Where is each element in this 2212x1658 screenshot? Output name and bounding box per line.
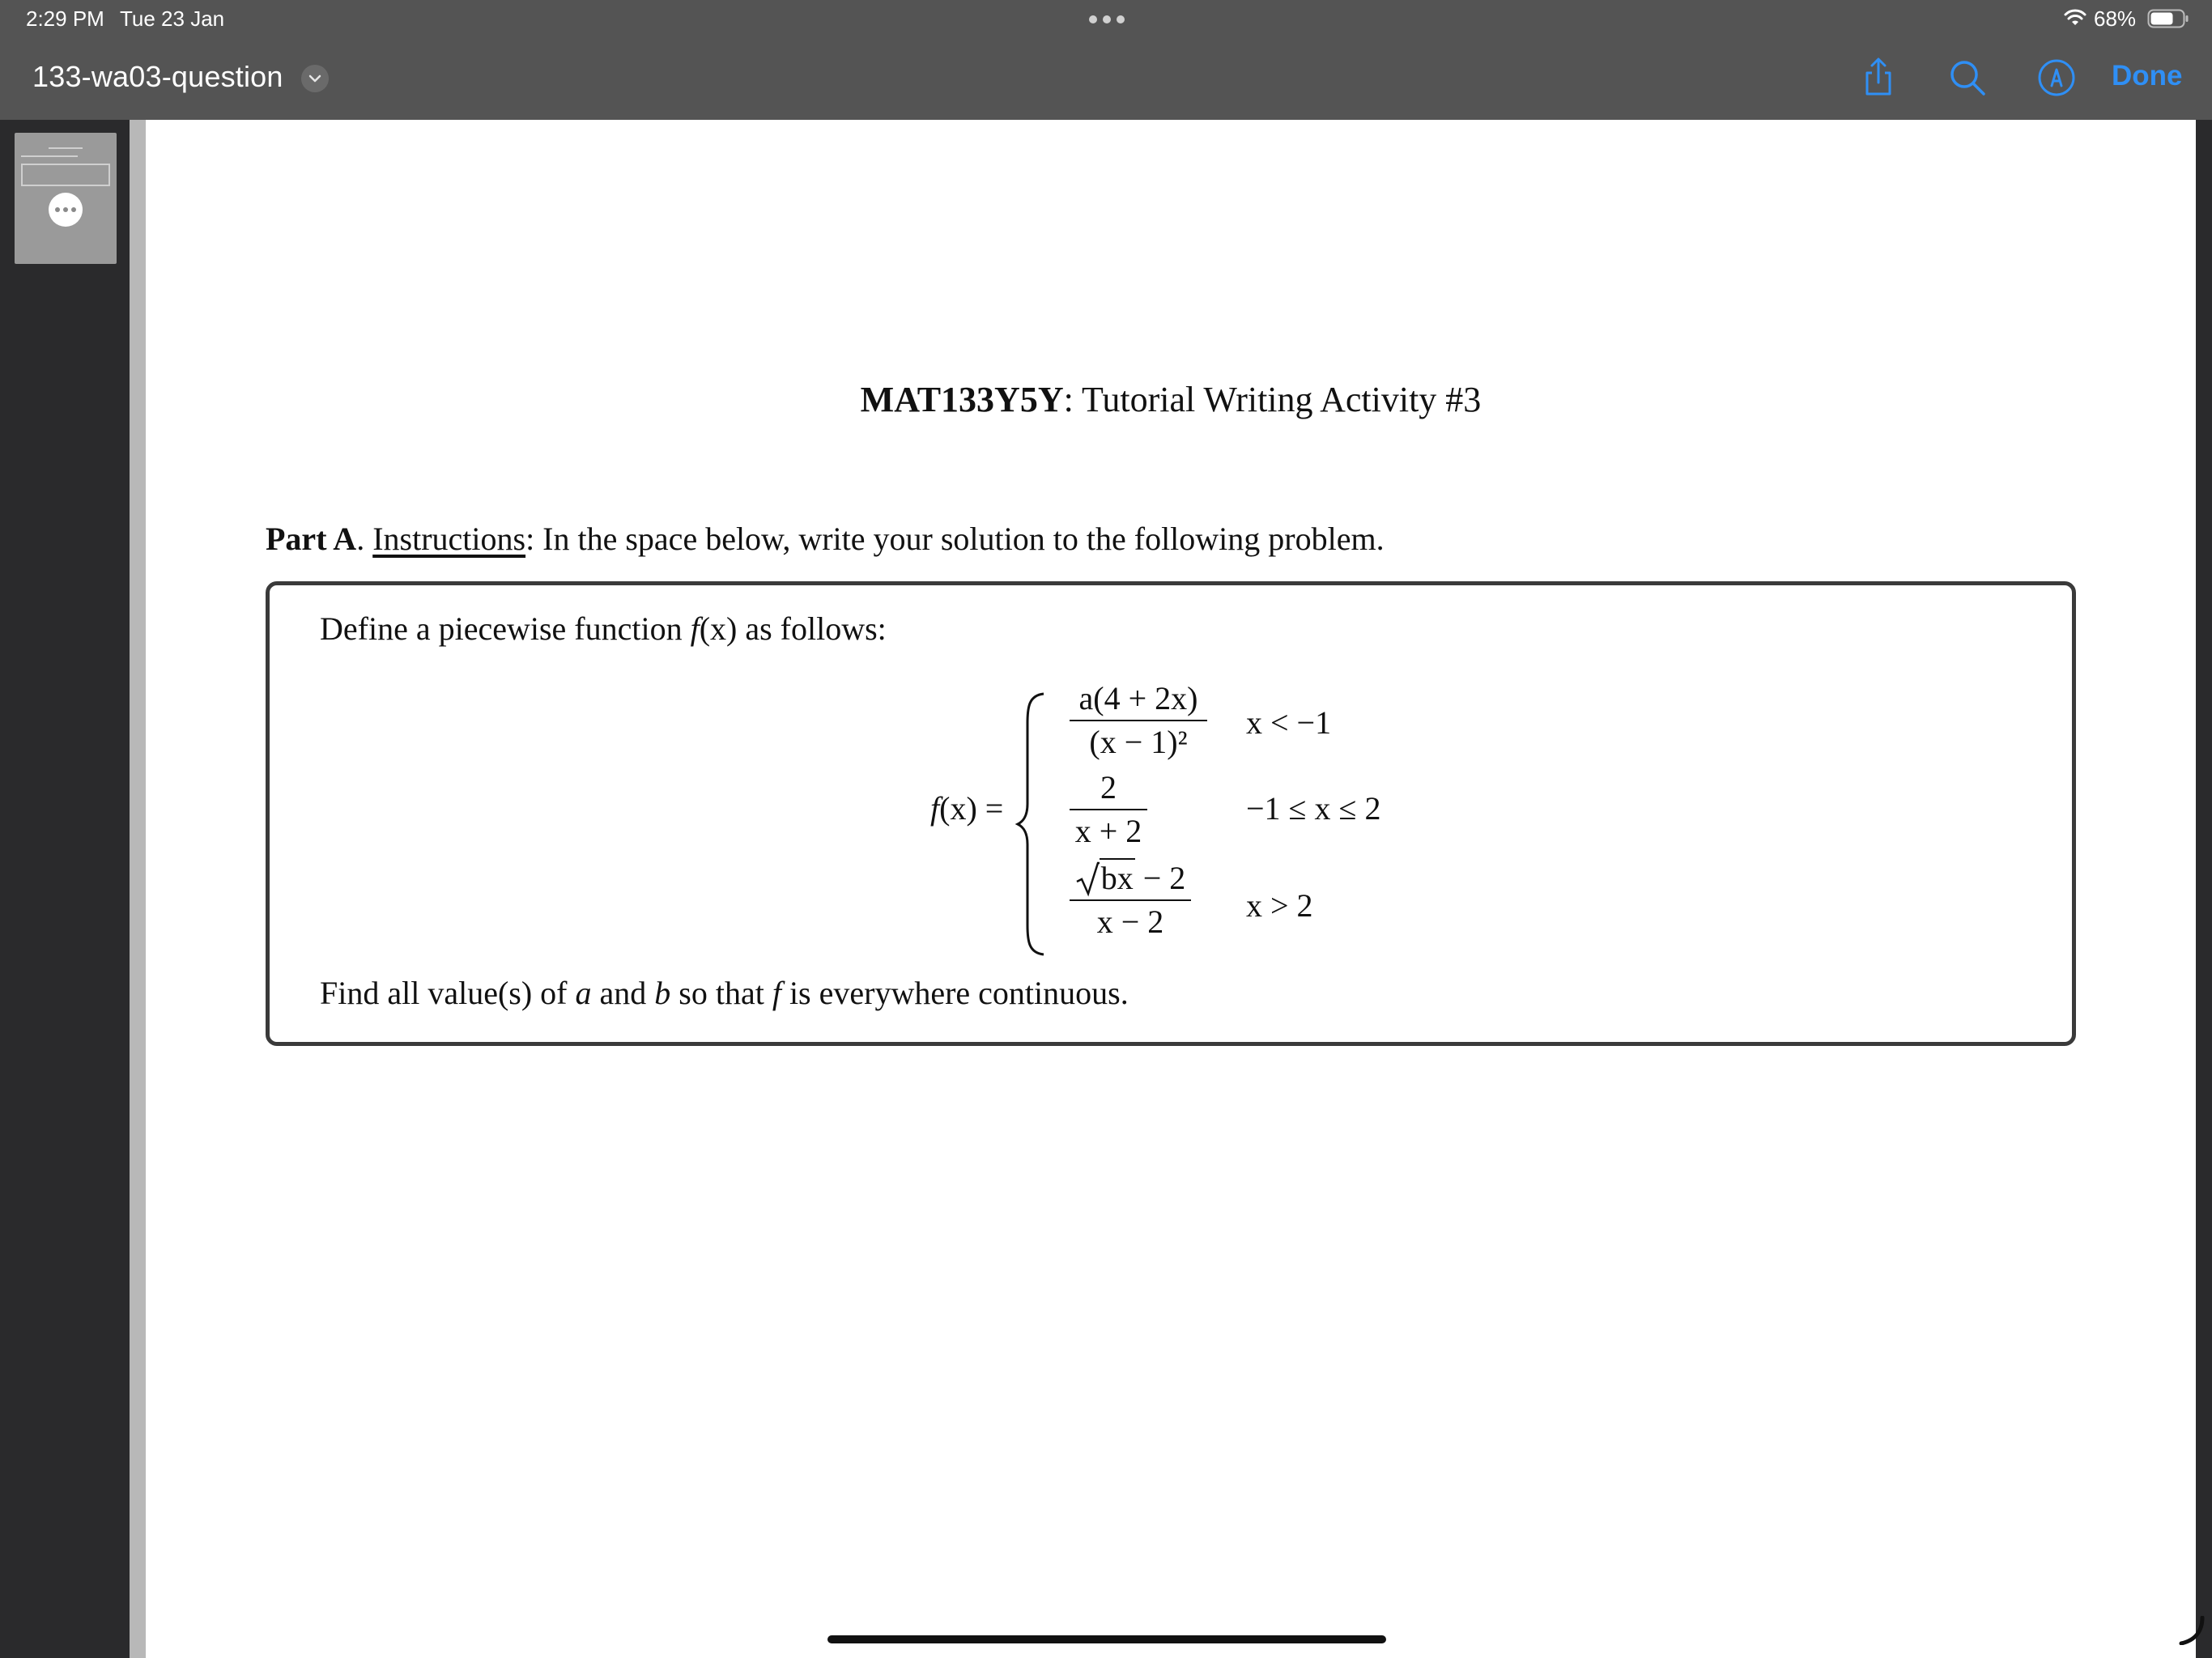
case-3-condition: x > 2 <box>1246 887 1313 924</box>
activity-title: : Tutorial Writing Activity #3 <box>1063 380 1482 419</box>
page-thumbnail[interactable] <box>15 133 117 264</box>
page-thumbnail-sidebar <box>0 120 130 1658</box>
home-indicator[interactable] <box>827 1635 1386 1643</box>
share-icon[interactable] <box>1856 55 1901 100</box>
left-brace <box>1015 691 1047 958</box>
case-1-denominator: (x − 1)² <box>1089 724 1188 760</box>
pencil-corner-icon[interactable] <box>2178 1616 2206 1645</box>
status-bar <box>0 0 2212 37</box>
problem-box <box>266 581 2076 1046</box>
case-1-fraction <box>1070 681 1207 760</box>
case-2-fraction <box>1070 770 1147 849</box>
piecewise-lhs: f(x) = <box>930 790 1004 827</box>
course-code: MAT133Y5Y <box>860 380 1064 419</box>
top-chrome <box>0 0 2212 120</box>
part-a-instructions: Part A. Instructions: In the space below, write your solution to the following problem. <box>266 521 1385 557</box>
status-time: 2:29 PM <box>26 6 104 31</box>
done-button[interactable]: Done <box>2112 60 2183 91</box>
right-edge <box>2196 120 2212 1658</box>
instructions-label: Instructions <box>372 521 526 557</box>
case-1-condition: x < −1 <box>1246 704 1332 741</box>
chevron-down-icon[interactable] <box>301 65 329 92</box>
case-3-denominator: x − 2 <box>1096 903 1164 940</box>
sidebar-divider <box>130 120 146 1658</box>
define-sentence: Define a piecewise function f(x) as follows: <box>320 610 887 647</box>
case-2-numerator: 2 <box>1100 769 1117 806</box>
wifi-icon <box>2063 8 2087 28</box>
case-1-numerator: a(4 + 2x) <box>1078 680 1198 716</box>
battery-percentage: 68% <box>2094 6 2137 31</box>
case-3-numerator: bx − 2 <box>1070 861 1191 896</box>
instructions-text: : In the space below, write your solution to the following problem. <box>525 521 1385 557</box>
case-3-fraction <box>1070 861 1191 940</box>
status-date: Tue 23 Jan <box>120 6 225 31</box>
find-sentence: Find all value(s) of a and b so that f is everywhere continuous. <box>320 975 1129 1011</box>
case-2-denominator: x + 2 <box>1074 813 1142 849</box>
page-title <box>146 379 2196 420</box>
sqrt-symbol: bx <box>1075 861 1135 896</box>
search-icon[interactable] <box>1945 55 1990 100</box>
multitasking-dots-icon[interactable] <box>1089 15 1125 23</box>
battery-icon <box>2147 8 2189 29</box>
title-bar <box>0 37 2212 120</box>
more-options-icon[interactable] <box>49 193 83 227</box>
pdf-page <box>146 120 2196 1658</box>
part-label: Part A <box>266 521 357 557</box>
case-2-condition: −1 ≤ x ≤ 2 <box>1246 790 1381 827</box>
document-title[interactable]: 133-wa03-question <box>32 60 283 93</box>
markup-icon[interactable] <box>2034 55 2079 100</box>
